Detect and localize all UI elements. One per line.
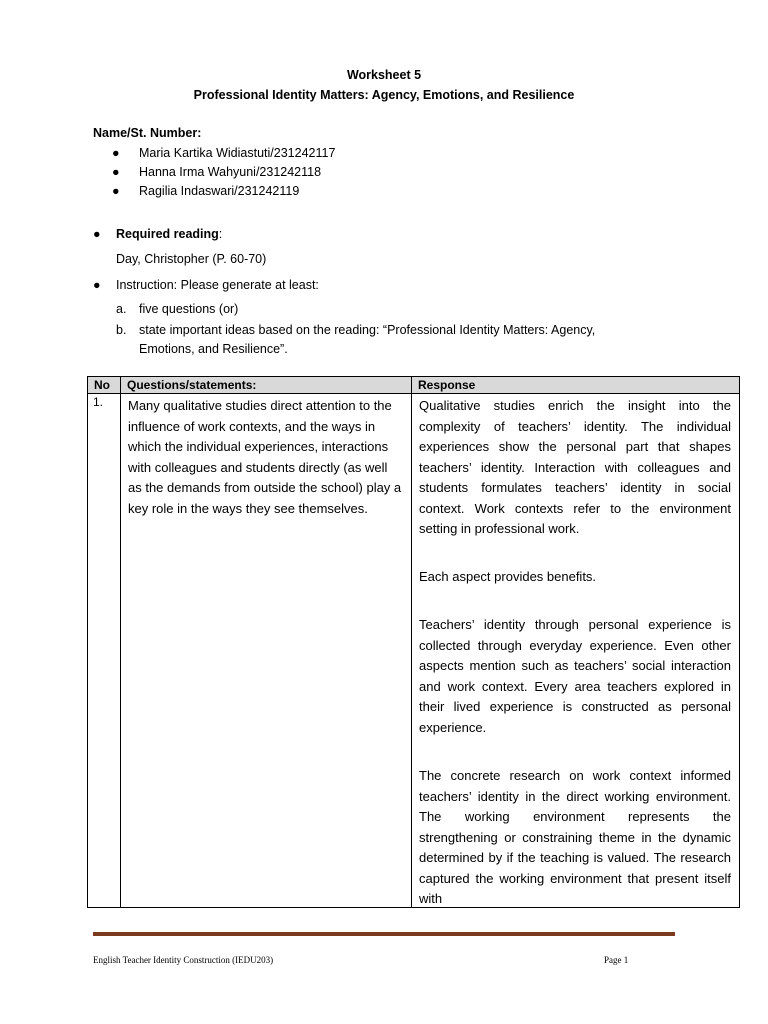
header-questions: Questions/statements: (121, 377, 412, 394)
member-name: Hanna Irma Wahyuni/231242118 (139, 165, 322, 179)
item-text-continued: Emotions, and Resilience”. (139, 342, 288, 356)
worksheet-number: Worksheet 5 (346, 68, 422, 82)
response-paragraph: Each aspect provides benefits. (419, 568, 597, 584)
item-text: five questions (or) (139, 302, 239, 316)
member-name: Ragilia Indaswari/231242119 (139, 184, 300, 198)
instruction-text: Instruction: Please generate at least: (116, 278, 319, 292)
bullet-icon: ● (112, 165, 120, 179)
question-response-table (87, 376, 740, 908)
table-row (88, 394, 740, 908)
response-cell (412, 394, 740, 908)
response-paragraph: The concrete research on work context informed teachers’ identity in the direct working environment. The working environment represents the strengthening or constraining theme in the dynamic determined by if the teaching is valued. The research captured the working environment that present itself with (419, 768, 731, 905)
required-reading (93, 227, 222, 241)
member-item (112, 144, 335, 163)
member-list (112, 144, 335, 201)
table-header-row (88, 377, 740, 394)
question-cell (121, 394, 412, 908)
bullet-icon: ● (93, 227, 101, 241)
bullet-icon: ● (93, 278, 101, 292)
instruction-item-b (116, 321, 656, 359)
instruction-item-a (116, 302, 238, 316)
footer-course: English Teacher Identity Construction (IEDU203) (93, 955, 274, 965)
reading-source: Day, Christopher (P. 60-70) (116, 252, 267, 266)
item-text: state important ideas based on the reading: “Professional Identity Matters: Agency, (139, 323, 596, 337)
required-reading-colon: : (218, 227, 223, 241)
footer-page-number: Page 1 (604, 955, 629, 965)
row-number: 1. (88, 394, 121, 908)
bullet-icon: ● (112, 146, 120, 160)
instruction (93, 278, 319, 292)
header-no: No (88, 377, 121, 394)
item-letter: b. (116, 323, 127, 337)
question-text: Many qualitative studies direct attention to the influence of work contexts, and the ways in which the individual experiences, interactions with colleagues and students directly (as well as the demands from outside the school) play a key role in the ways they see themselves. (128, 398, 402, 516)
response-text (412, 394, 739, 905)
member-item (112, 182, 335, 201)
member-name: Maria Kartika Widiastuti/231242117 (139, 146, 336, 160)
worksheet-title: Professional Identity Matters: Agency, Emotions, and Resilience (193, 88, 575, 102)
member-item (112, 163, 335, 182)
response-paragraph: Teachers’ identity through personal experience is collected through everyday experience. Even other aspects mention such as teachers’ social interaction and work context. Every area teachers explored in their lived experience is constructed as personal experience. (419, 617, 731, 735)
name-label: Name/St. Number: (93, 126, 202, 140)
header-response: Response (412, 377, 740, 394)
footer-rule (93, 932, 675, 936)
required-reading-label: Required reading (116, 227, 219, 241)
response-paragraph: Qualitative studies enrich the insight into the complexity of teachers’ identity. The individual experiences show the personal part that shapes teachers’ identity. Interaction with colleagues and students formulates teachers’ identity in social context. Work contexts refer to the environment setting in professional work. (419, 398, 731, 536)
item-letter: a. (116, 302, 127, 316)
bullet-icon: ● (112, 184, 120, 198)
